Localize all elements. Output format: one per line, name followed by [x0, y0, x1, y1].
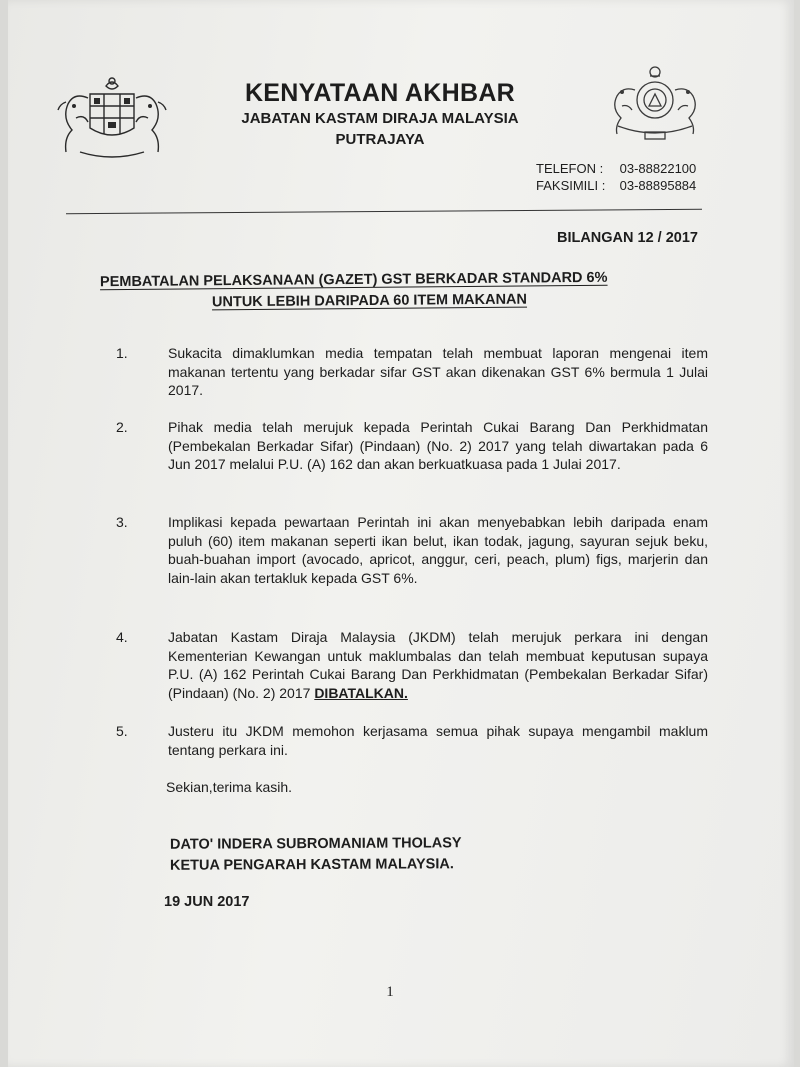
paragraph-2	[116, 418, 716, 474]
signatory-name: DATO' INDERA SUBROMANIAM THOLASY	[169, 835, 462, 853]
paragraph-number: 3.	[116, 514, 128, 530]
signatory-position: KETUA PENGARAH KASTAM MALAYSIA.	[169, 856, 454, 874]
release-date: 19 JUN 2017	[164, 894, 250, 910]
department-name: JABATAN KASTAM DIRAJA MALAYSIA	[241, 110, 519, 127]
paragraph-5	[116, 722, 716, 759]
header-divider	[66, 209, 702, 214]
paragraph-number: 1.	[116, 345, 128, 361]
phone-label: TELEFON :	[536, 161, 604, 176]
paragraph-4	[116, 628, 716, 702]
cancelled-emphasis: DIBATALKAN.	[314, 684, 408, 701]
paragraph-text: Justeru itu JKDM memohon kerjasama semua pihak supaya mengambil maklum tentang perkara ini.	[168, 723, 708, 758]
paragraph-text: Implikasi kepada pewartaan Perintah ini akan menyebabkan lebih daripada enam puluh (60) item makanan seperti ikan belut, ikan todak, jagung, sayuran sejuk beku, buah-buahan import (avocado, apricot, anggur, ceri, peach, plum) figs, marjerin dan lain-lain akan tertakluk kepada GST 6%.	[168, 514, 708, 586]
paragraph-1	[116, 344, 716, 400]
customs-department-crest-icon	[600, 62, 710, 144]
department-city: PUTRAJAYA	[335, 131, 425, 148]
phone-value: 03-88822100	[619, 161, 697, 176]
paragraph-number: 5.	[116, 723, 128, 739]
paragraph-number: 4.	[116, 629, 128, 645]
paragraph-3	[116, 513, 716, 587]
fax-label: FAKSIMILI :	[536, 178, 606, 193]
reference-number: BILANGAN 12 / 2017	[556, 230, 698, 246]
fax-line	[536, 178, 696, 193]
fax-value: 03-88895884	[619, 178, 697, 193]
closing-remark: Sekian,terima kasih.	[166, 779, 293, 795]
heading-line-1: PEMBATALAN PELAKSANAAN (GAZET) GST BERKADAR STANDARD 6%	[99, 269, 608, 291]
paragraph-text: Pihak media telah merujuk kepada Perintah Cukai Barang Dan Perkhidmatan (Pembekalan Berkadar Sifar) (Pindaan) (No. 2) 2017 yang telah diwartakan pada 6 Jun 2017 melalui P.U. (A) 162 dan akan berkuatkuasa pada 1 Julai 2017.	[168, 419, 708, 472]
paragraph-number: 2.	[116, 419, 128, 435]
paragraph-text-container	[168, 628, 708, 702]
heading-line-2: UNTUK LEBIH DARIPADA 60 ITEM MAKANAN	[211, 291, 528, 311]
paragraph-text: Jabatan Kastam Diraja Malaysia (JKDM) telah merujuk perkara ini dengan Kementerian Kewangan untuk maklumbalas dan telah membuat keputusan supaya P.U. (A) 162 Perintah Cukai Barang Dan Perkhidmatan (Pembekalan Berkadar Sifar) (Pindaan) (No. 2) 2017	[168, 629, 708, 701]
paragraph-text: Sukacita dimaklumkan media tempatan telah membuat laporan mengenai item makanan tertentu yang berkadar sifar GST akan dikenakan GST 6% bermula 1 Julai 2017.	[168, 345, 708, 398]
document-title: KENYATAAN AKHBAR	[244, 79, 516, 107]
press-release-page	[8, 0, 794, 1067]
malaysia-coat-of-arms-icon	[52, 72, 172, 162]
phone-line	[536, 161, 696, 176]
page-number: 1	[386, 984, 394, 1000]
